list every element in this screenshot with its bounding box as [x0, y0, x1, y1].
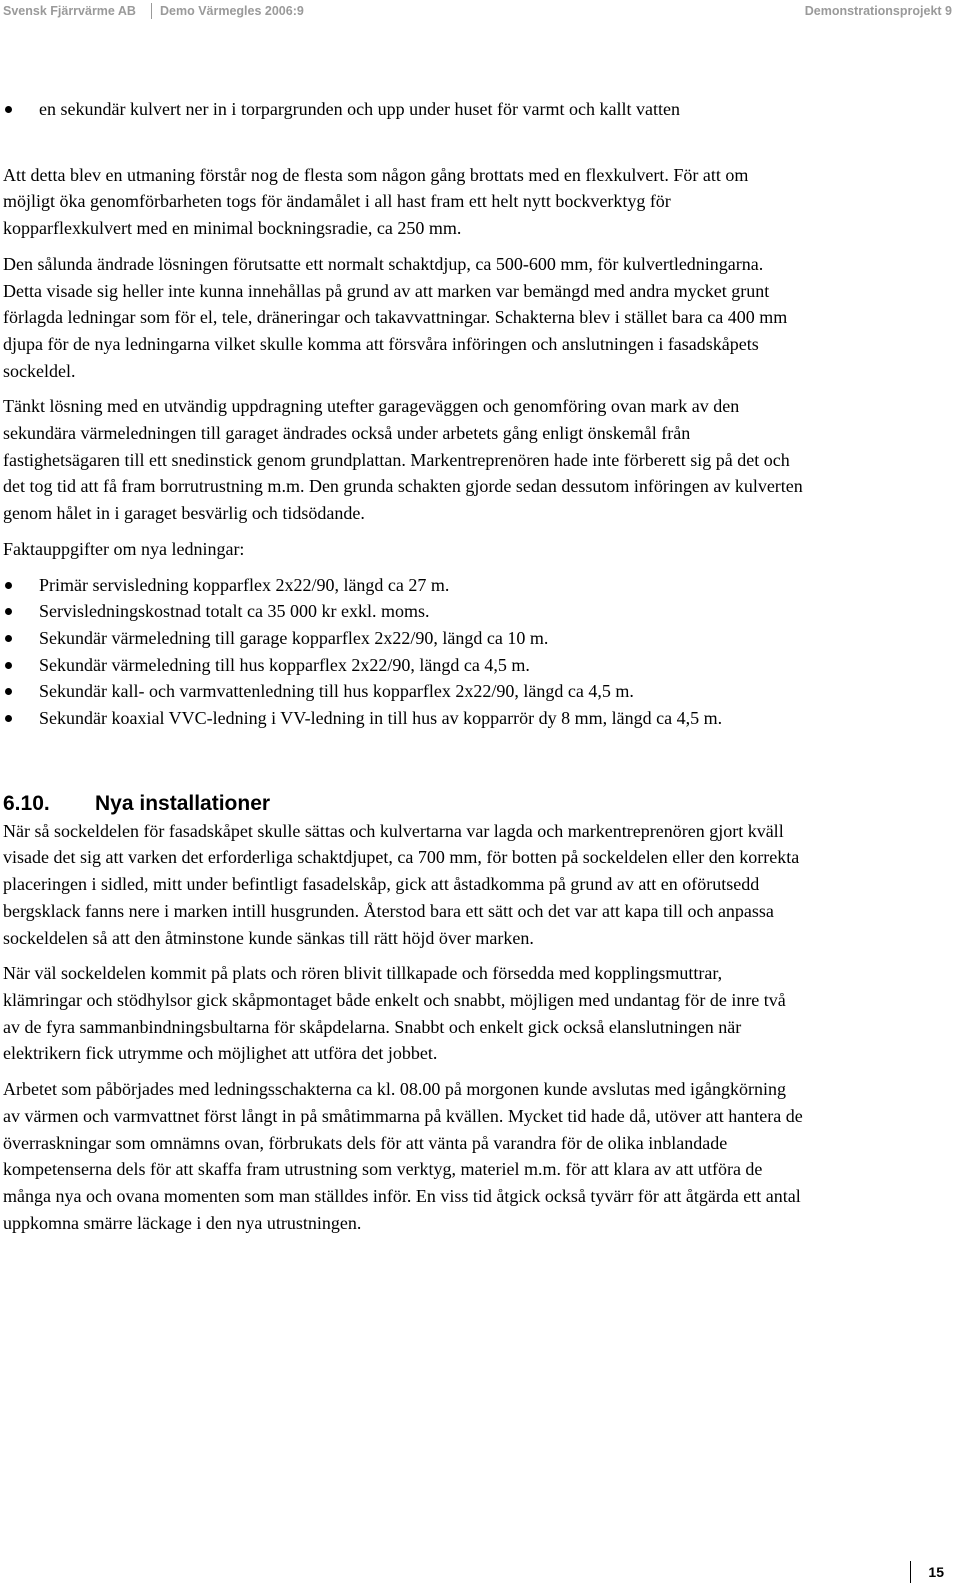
- paragraph: Tänkt lösning med en utvändig uppdragning utefter garageväggen och genomföring ovan mark av den sekundära värmeledningen till garaget ändrades också under arbetets gång enligt önskemål från fastighetsägaren till ett snedinstick genom grundplattan. Markentreprenören hade inte förberett sig på det och det tog tid att få fram borrutrustning m.m. Den grunda schakten gjorde sedan dessutom införingen av kulverten genom hålet in i garaget besvärlig och tidsödande.: [3, 396, 803, 524]
- header-divider: [151, 3, 152, 19]
- header-company: Svensk Fjärrvärme AB: [3, 4, 136, 18]
- header-document: Demo Värmegles 2006:9: [160, 4, 304, 18]
- page-number: 15: [928, 1564, 944, 1580]
- paragraph: Arbetet som påbörjades med ledningsschakterna ca kl. 08.00 på morgonen kunde avslutas med igångkörning av värmen och varmvattnet först långt in på småtimmarna på kvällen. Mycket tid hade då, utöver att hantera de överraskningar som omnämns ovan, förbrukats dels för att vänta på varandra för de olika inblandade kompetenserna dels för att skaffa fram utrustning som verktyg, materiel m.m. för att klara av att utföra de många nya och ovana momenten som man ställdes inför. En viss tid åtgick också tyvärr för att åtgärda ett antal uppkomna smärre läckage i den nya utrustningen.: [3, 1079, 803, 1233]
- paragraph: När väl sockeldelen kommit på plats och rören blivit tillkapade och försedda med kopplingsmuttrar, klämringar och stödhylsor gick skåpmontaget både enkelt och snabbt, möjligen med undantag för de inre två av de fyra sammanbindningsbultarna för skåpdelarna. Snabbt och enkelt gick också elanslutningen när elektrikern fick utrymme och möjlighet att utföra det jobbet.: [3, 963, 786, 1064]
- list-item: Sekundär värmeledning till garage kopparflex 2x22/90, längd ca 10 m.: [3, 625, 803, 652]
- page-header: [0, 0, 960, 26]
- paragraph: Att detta blev en utmaning förstår nog de flesta som någon gång brottats med en flexkulvert. För att om möjligt öka genomförbarheten togs för ändamålet i all hast fram ett helt nytt bockverktyg för kopparflexkulvert med en minimal bockningsradie, ca 250 mm.: [3, 164, 749, 239]
- list-item: Sekundär värmeledning till hus kopparflex 2x22/90, längd ca 4,5 m.: [3, 652, 803, 679]
- list-item: Primär servisledning kopparflex 2x22/90, längd ca 27 m.: [3, 572, 803, 599]
- list-item: Sekundär kall- och varmvattenledning till hus kopparflex 2x22/90, längd ca 4,5 m.: [3, 678, 803, 705]
- list-item: Servisledningskostnad totalt ca 35 000 kr exkl. moms.: [3, 598, 803, 625]
- facts-heading: Faktauppgifter om nya ledningar:: [3, 538, 245, 559]
- paragraph: När så sockeldelen för fasadskåpet skulle sättas och kulvertarna var lagda och markentreprenören gjort kväll visade det sig att varken det erforderliga schaktdjupet, ca 700 mm, för botten på sockeldelen eller den korrekta placeringen i sidled, mitt under befintligt fasadelskåp, gick att åstadkomma på grund av att en oförutsedd bergsklack fanns nere i marken intill husgrunden. Återstod bara ett sätt och det var att kapa till och anpassa sockeldelen så att den åtminstone kunde sänkas till rätt höjd över marken.: [3, 820, 800, 948]
- intro-bullet: en sekundär kulvert ner in i torpargrunden och upp under huset för varmt och kallt vatten: [3, 96, 803, 123]
- paragraph: Den sålunda ändrade lösningen förutsatte ett normalt schaktdjup, ca 500-600 mm, för kulvertledningarna. Detta visade sig heller inte kunna innehållas på grund av att marken var bemängd med andra mycket grunt förlagda ledningar som för el, tele, dräneringar och takavvattningar. Schakterna blev i stället bara ca 400 mm djupa för de nya ledningarna vilket skulle komma att försvåra införingen och anslutningen i fasadskåpets sockeldel.: [3, 253, 788, 381]
- section-title: Nya installationer: [95, 791, 271, 815]
- header-project: Demonstrationsprojekt 9: [804, 4, 952, 18]
- section-heading: [3, 790, 803, 818]
- facts-list: [3, 572, 803, 732]
- footer-divider: [910, 1561, 911, 1583]
- section-number: 6.10.: [3, 791, 50, 815]
- list-item: Sekundär koaxial VVC-ledning i VV-ledning in till hus av kopparrör dy 8 mm, längd ca 4,5 m.: [3, 705, 803, 732]
- document-body: [3, 96, 803, 1236]
